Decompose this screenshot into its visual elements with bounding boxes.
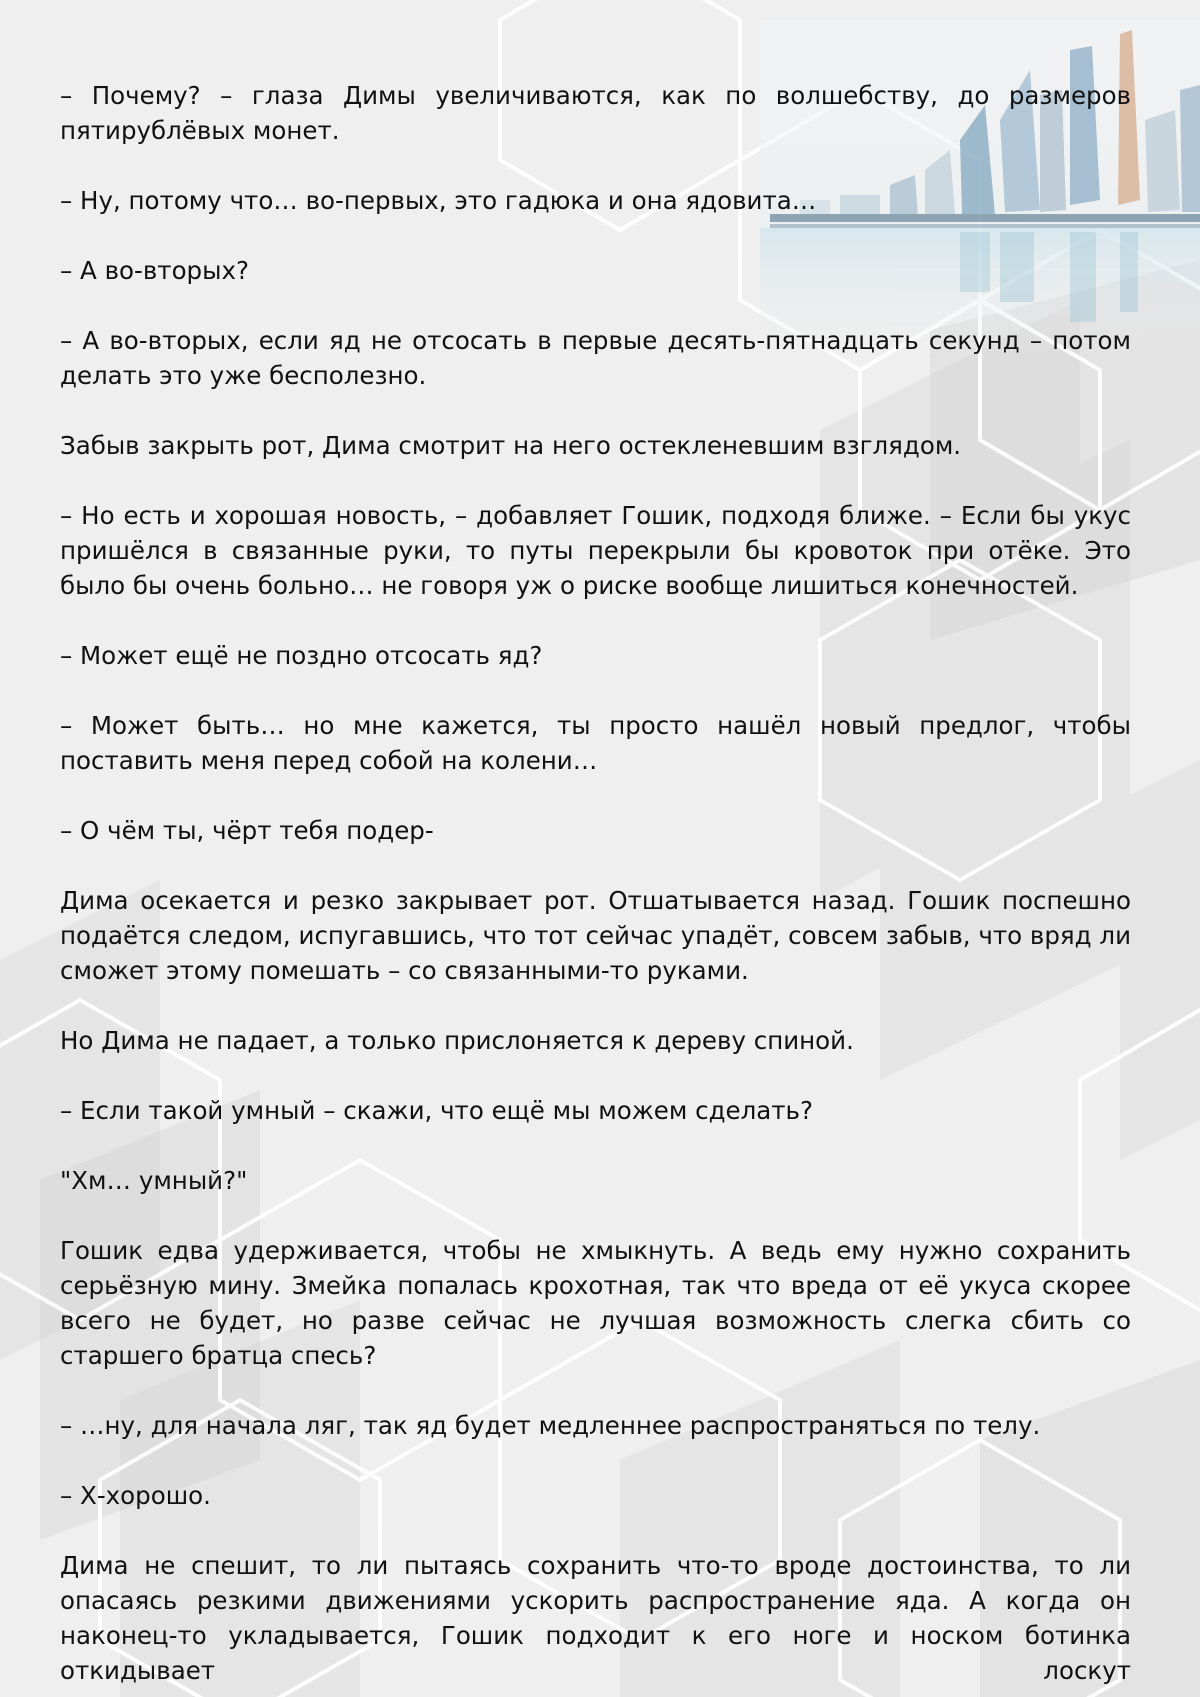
paragraph: – Ну, потому что… во-первых, это гадюка и она ядовита… xyxy=(60,186,817,215)
paragraph: – Но есть и хорошая новость, – добавляет Гошик, подходя ближе. – Если бы укус пришёлся в связанные руки, то путы перекрыли бы кровоток при отёке. Это было бы очень больно… не говоря уж о риске вообще лишиться конечностей. xyxy=(60,501,1131,600)
paragraph: "Хм… умный?" xyxy=(60,1166,248,1195)
paragraph: Дима осекается и резко закрывает рот. Отшатывается назад. Гошик поспешно подаётся следом, испугавшись, что тот сейчас упадёт, совсем забыв, что вряд ли сможет этому помешать – со связанными-то руками. xyxy=(60,886,1131,985)
paragraph: – Может быть… но мне кажется, ты просто нашёл новый предлог, чтобы поставить меня перед собой на колени… xyxy=(60,711,1131,775)
paragraph: – О чём ты, чёрт тебя подер- xyxy=(60,816,434,845)
paragraph: Дима не спешит, то ли пытаясь сохранить что-то вроде достоинства, то ли опасаясь резкими движениями ускорить распространение яда. А когда он наконец-то укладывается, Гошик подходит к его ноге и носком ботинка откидывает лоскут xyxy=(60,1551,1131,1685)
paragraph: – Х-хорошо. xyxy=(60,1481,211,1510)
paragraph: – А во-вторых? xyxy=(60,256,249,285)
paragraph: – Может ещё не поздно отсосать яд? xyxy=(60,641,543,670)
paragraph: Но Дима не падает, а только прислоняется к дереву спиной. xyxy=(60,1026,854,1055)
paragraph: – Почему? – глаза Димы увеличиваются, как по волшебству, до размеров пятирублёвых монет. xyxy=(60,81,1131,145)
paragraph: Забыв закрыть рот, Дима смотрит на него остекленевшим взглядом. xyxy=(60,431,962,460)
paragraph: Гошик едва удерживается, чтобы не хмыкнуть. А ведь ему нужно сохранить серьёзную мину. Змейка попалась крохотная, так что вреда от её укуса скорее всего не будет, но разве сейчас не лучшая возможность слегка сбить со старшего братца спесь? xyxy=(60,1236,1131,1370)
document-body xyxy=(60,78,1131,1688)
paragraph: – …ну, для начала ляг, так яд будет медленнее распространяться по телу. xyxy=(60,1411,1041,1440)
paragraph: – Если такой умный – скажи, что ещё мы можем сделать? xyxy=(60,1096,813,1125)
paragraph: – А во-вторых, если яд не отсосать в первые десять-пятнадцать секунд – потом делать это уже бесполезно. xyxy=(60,326,1131,390)
